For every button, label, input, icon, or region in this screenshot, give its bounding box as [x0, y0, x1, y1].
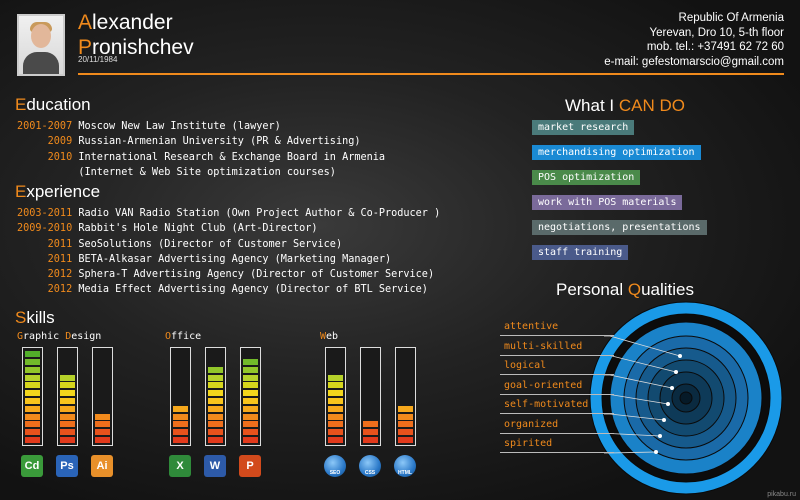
skill-level-bar: [240, 347, 261, 446]
skill-level-segment: [173, 414, 188, 420]
quality-item: logical: [500, 357, 614, 375]
skill-level-segment: [25, 375, 40, 381]
skill-level-segment: [243, 375, 258, 381]
skill-group-title: Web: [320, 331, 339, 342]
skill-level-segment: [208, 398, 223, 404]
skill-level-segment: [25, 429, 40, 435]
quality-leader-dot: [670, 386, 674, 390]
qualities-title: Personal Qualities: [556, 280, 694, 299]
skill-level-segment: [25, 398, 40, 404]
contact-email[interactable]: e-mail: gefestomarscio@gmail.com: [604, 55, 784, 68]
experience-list: [17, 208, 440, 300]
skill-level-segment: [328, 398, 343, 404]
skill-level-segment: [173, 429, 188, 435]
skill-level-segment: [173, 406, 188, 412]
experience-year: 2009-2010: [17, 223, 73, 235]
skill-level-segment: [328, 429, 343, 435]
skill-level-bar: [325, 347, 346, 446]
skill-level-segment: [60, 429, 75, 435]
skill-level-segment: [208, 414, 223, 420]
skill-level-segment: [398, 414, 413, 420]
experience-title: Experience: [15, 182, 101, 201]
experience-text: Radio VAN Radio Station (Own Project Author & Co-Producer ): [72, 208, 441, 219]
skill-level-segment: [398, 437, 413, 443]
quality-ring: [680, 392, 692, 404]
skill-level-segment: [363, 421, 378, 427]
skill-level-segment: [243, 367, 258, 373]
education-text: International Research & Exchange Board in Armenia: [72, 151, 386, 163]
skill-level-segment: [328, 437, 343, 443]
quality-leader-dot: [678, 354, 682, 358]
skill-level-segment: [25, 390, 40, 396]
skill-tag: negotiations, presentations: [532, 220, 707, 235]
header-divider: [78, 73, 784, 75]
education-year: 2010: [17, 151, 73, 163]
education-entry: [17, 152, 385, 167]
education-entry: [17, 121, 385, 136]
experience-year: 2011: [17, 253, 73, 265]
quality-leader-dot: [658, 434, 662, 438]
education-year: 2001-2007: [17, 121, 73, 132]
skill-level-segment: [25, 359, 40, 365]
experience-entry: [17, 223, 440, 238]
profile-photo: [17, 14, 65, 76]
quality-leader-dot: [674, 370, 678, 374]
skill-level-segment: [363, 429, 378, 435]
education-title: Education: [15, 95, 91, 114]
quality-item: attentive: [500, 318, 614, 336]
experience-text: Media Effect Advertising Agency (Director of BTL Service): [72, 284, 428, 296]
skill-level-bar: [170, 347, 191, 446]
experience-text: Sphera-T Advertising Agency (Director of Customer Service): [72, 269, 435, 281]
skill-level-segment: [25, 406, 40, 412]
skill-level-segment: [173, 437, 188, 443]
skill-level-segment: [328, 406, 343, 412]
illustrator-icon: Ai: [91, 455, 113, 477]
skill-level-segment: [95, 429, 110, 435]
skill-level-segment: [208, 390, 223, 396]
experience-text: BETA-Alkasar Advertising Agency (Marketing Manager): [72, 253, 392, 265]
education-year: [17, 167, 72, 178]
quality-item: multi-skilled: [500, 338, 614, 356]
skill-level-segment: [60, 437, 75, 443]
skill-level-bar: [395, 347, 416, 446]
skill-level-segment: [208, 382, 223, 388]
skill-level-segment: [363, 437, 378, 443]
skill-level-segment: [243, 390, 258, 396]
experience-year: 2012: [17, 284, 73, 296]
excel-icon: X: [169, 455, 191, 477]
skill-level-segment: [398, 429, 413, 435]
skill-level-segment: [60, 421, 75, 427]
skill-level-segment: [25, 367, 40, 373]
quality-item: self-motivated: [500, 396, 614, 414]
skill-tag: POS optimization: [532, 170, 640, 185]
contact-country: Republic Of Armenia: [678, 12, 784, 24]
skill-group-title: Graphic Design: [17, 331, 102, 342]
skill-level-segment: [173, 421, 188, 427]
experience-text: Rabbit's Hole Night Club (Art-Director): [72, 223, 318, 235]
skill-level-segment: [208, 421, 223, 427]
experience-entry: [17, 239, 440, 254]
skill-level-segment: [208, 375, 223, 381]
experience-year: 2003-2011: [17, 208, 73, 219]
skill-level-segment: [243, 437, 258, 443]
skill-level-segment: [328, 375, 343, 381]
contact-phone: mob. tel.: +37491 62 72 60: [646, 41, 784, 53]
contact-address: Yerevan, Dro 10, 5-th floor: [649, 26, 784, 39]
education-text: (Internet & Web Site optimization courses): [72, 166, 336, 178]
skill-level-segment: [25, 382, 40, 388]
seo-icon: SEO: [324, 455, 346, 477]
quality-leader-dot: [654, 450, 658, 454]
full-name: Alexander Pronishchev: [78, 11, 194, 59]
css-icon: CSS: [359, 455, 381, 477]
skill-level-segment: [243, 414, 258, 420]
skill-level-segment: [208, 437, 223, 443]
education-entry: [17, 167, 385, 182]
skill-level-segment: [328, 390, 343, 396]
quality-item: goal-oriented: [500, 377, 614, 395]
word-icon: W: [204, 455, 226, 477]
powerpoint-icon: P: [239, 455, 261, 477]
cando-title: What I CAN DO: [565, 96, 685, 115]
skill-tag: market research: [532, 120, 634, 135]
education-list: [17, 121, 385, 182]
skill-tag: work with POS materials: [532, 195, 682, 210]
skill-level-segment: [95, 414, 110, 420]
skill-level-segment: [60, 414, 75, 420]
experience-entry: [17, 254, 440, 269]
skill-level-segment: [398, 421, 413, 427]
date-of-birth: 20/11/1984: [78, 55, 118, 64]
quality-item: spirited: [500, 435, 614, 453]
skill-level-segment: [208, 367, 223, 373]
skill-level-segment: [60, 382, 75, 388]
experience-year: 2012: [17, 269, 73, 281]
skill-level-segment: [243, 398, 258, 404]
skill-level-segment: [60, 375, 75, 381]
skill-level-segment: [60, 390, 75, 396]
skill-level-segment: [25, 437, 40, 443]
html-icon: HTML: [394, 455, 416, 477]
skill-level-segment: [243, 359, 258, 365]
skill-level-segment: [60, 406, 75, 412]
experience-year: 2011: [17, 238, 73, 250]
skill-level-segment: [398, 406, 413, 412]
skill-level-segment: [243, 382, 258, 388]
skill-level-segment: [95, 421, 110, 427]
skill-level-segment: [60, 398, 75, 404]
education-text: Moscow New Law Institute (lawyer): [72, 121, 281, 132]
quality-item: organized: [500, 416, 614, 434]
skill-level-segment: [95, 437, 110, 443]
skill-level-segment: [243, 406, 258, 412]
contact-info: [604, 11, 784, 69]
education-text: Russian-Armenian University (PR & Advertising): [72, 136, 361, 148]
skill-level-segment: [208, 429, 223, 435]
skill-level-segment: [25, 421, 40, 427]
skill-level-segment: [243, 421, 258, 427]
education-entry: [17, 136, 385, 151]
skill-tag: staff training: [532, 245, 628, 260]
skill-level-segment: [328, 421, 343, 427]
skill-level-segment: [25, 414, 40, 420]
coreldraw-icon: Cd: [21, 455, 43, 477]
skill-level-segment: [25, 351, 40, 357]
skill-level-segment: [208, 406, 223, 412]
watermark: pikabu.ru: [767, 491, 796, 498]
skill-level-bar: [360, 347, 381, 446]
skill-level-bar: [57, 347, 78, 446]
skill-level-segment: [243, 429, 258, 435]
skill-level-bar: [205, 347, 226, 446]
skill-group-title: Office: [165, 331, 202, 342]
quality-leader-dot: [666, 402, 670, 406]
experience-entry: [17, 284, 440, 299]
skill-level-bar: [22, 347, 43, 446]
quality-leader-dot: [662, 418, 666, 422]
skill-level-bar: [92, 347, 113, 446]
skill-tag: merchandising optimization: [532, 145, 701, 160]
experience-entry: [17, 269, 440, 284]
education-year: 2009: [17, 136, 73, 148]
experience-entry: [17, 208, 440, 223]
skill-level-segment: [328, 382, 343, 388]
photoshop-icon: Ps: [56, 455, 78, 477]
skill-level-segment: [328, 414, 343, 420]
skills-title: Skills: [15, 308, 55, 327]
experience-text: SeoSolutions (Director of Customer Service): [72, 238, 343, 250]
